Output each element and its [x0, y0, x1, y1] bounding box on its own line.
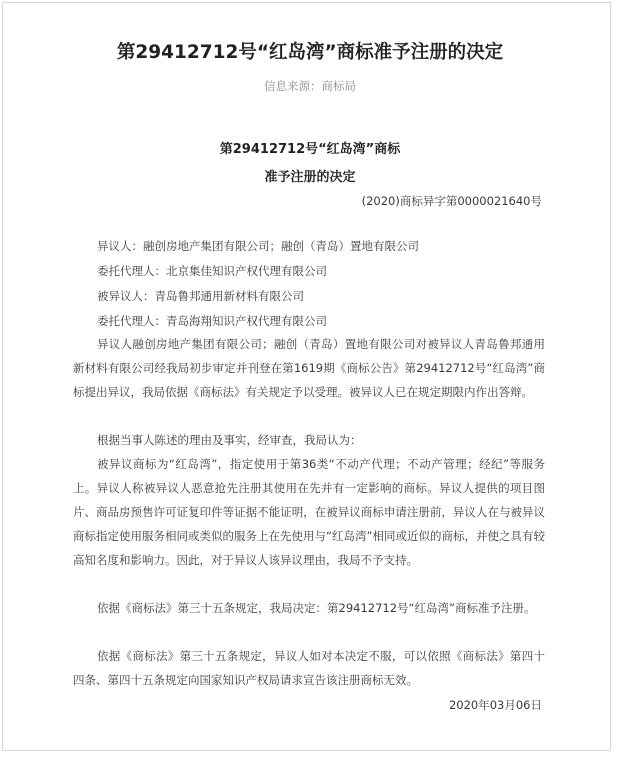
party-opposer: 异议人：融创房地产集团有限公司；融创（青岛）置地有限公司	[97, 239, 419, 253]
party-opposed-agent: 委托代理人：青岛海翔知识产权代理有限公司	[97, 314, 327, 328]
party-opposed: 被异议人：青岛鲁邦通用新材料有限公司	[97, 289, 304, 303]
paragraph-decision: 依据《商标法》第三十五条规定，我局决定：第29412712号“红岛湾”商标准予注册。	[97, 601, 536, 615]
page-title: 第29412712号“红岛湾”商标准予注册的决定	[116, 42, 504, 63]
party-opposer-agent: 委托代理人：北京集佳知识产权代理有限公司	[97, 264, 327, 278]
paragraph-findings: 被异议商标为“红岛湾”，指定使用于第36类“不动产代理；不动产管理；经纪”等服务上。异议人称被异议人恶意抢先注册其使用在先并有一定影响的商标。异议人提供的项目图片、商品房预售许可证复印件等证据不能证明，在被异议商标申请注册前，异议人在与被异议商标指定使用服务相同或类似的服务上在先使用与“红岛湾”相同或近似的商标，并使之具有较高知名度和影响力。因此，对于异议人该异议理由，我局不予支持。	[73, 457, 545, 567]
document-subtitle-line1: 第29412712号“红岛湾”商标	[219, 142, 401, 157]
document-number: (2020)商标异字第0000021640号	[361, 194, 542, 208]
paragraph-review-intro: 根据当事人陈述的理由及事实，经审查，我局认为：	[97, 433, 362, 447]
paragraph-appeal: 依据《商标法》第三十五条规定，异议人如对本决定不服，可以依照《商标法》第四十四条、第四十五条规定向国家知识产权局请求宣告该注册商标无效。	[73, 649, 545, 687]
info-source: 信息来源：商标局	[264, 79, 356, 93]
paragraph-background: 异议人融创房地产集团有限公司；融创（青岛）置地有限公司对被异议人青岛鲁邦通用新材料有限公司经我局初步审定并刊登在第1619期《商标公告》第29412712号“红岛湾”商标提出异议，我局依据《商标法》有关规定予以受理。被异议人已在规定期限内作出答辩。	[73, 337, 545, 399]
document-date: 2020年03月06日	[448, 698, 542, 712]
document-subtitle-line2: 准予注册的决定	[264, 170, 356, 185]
